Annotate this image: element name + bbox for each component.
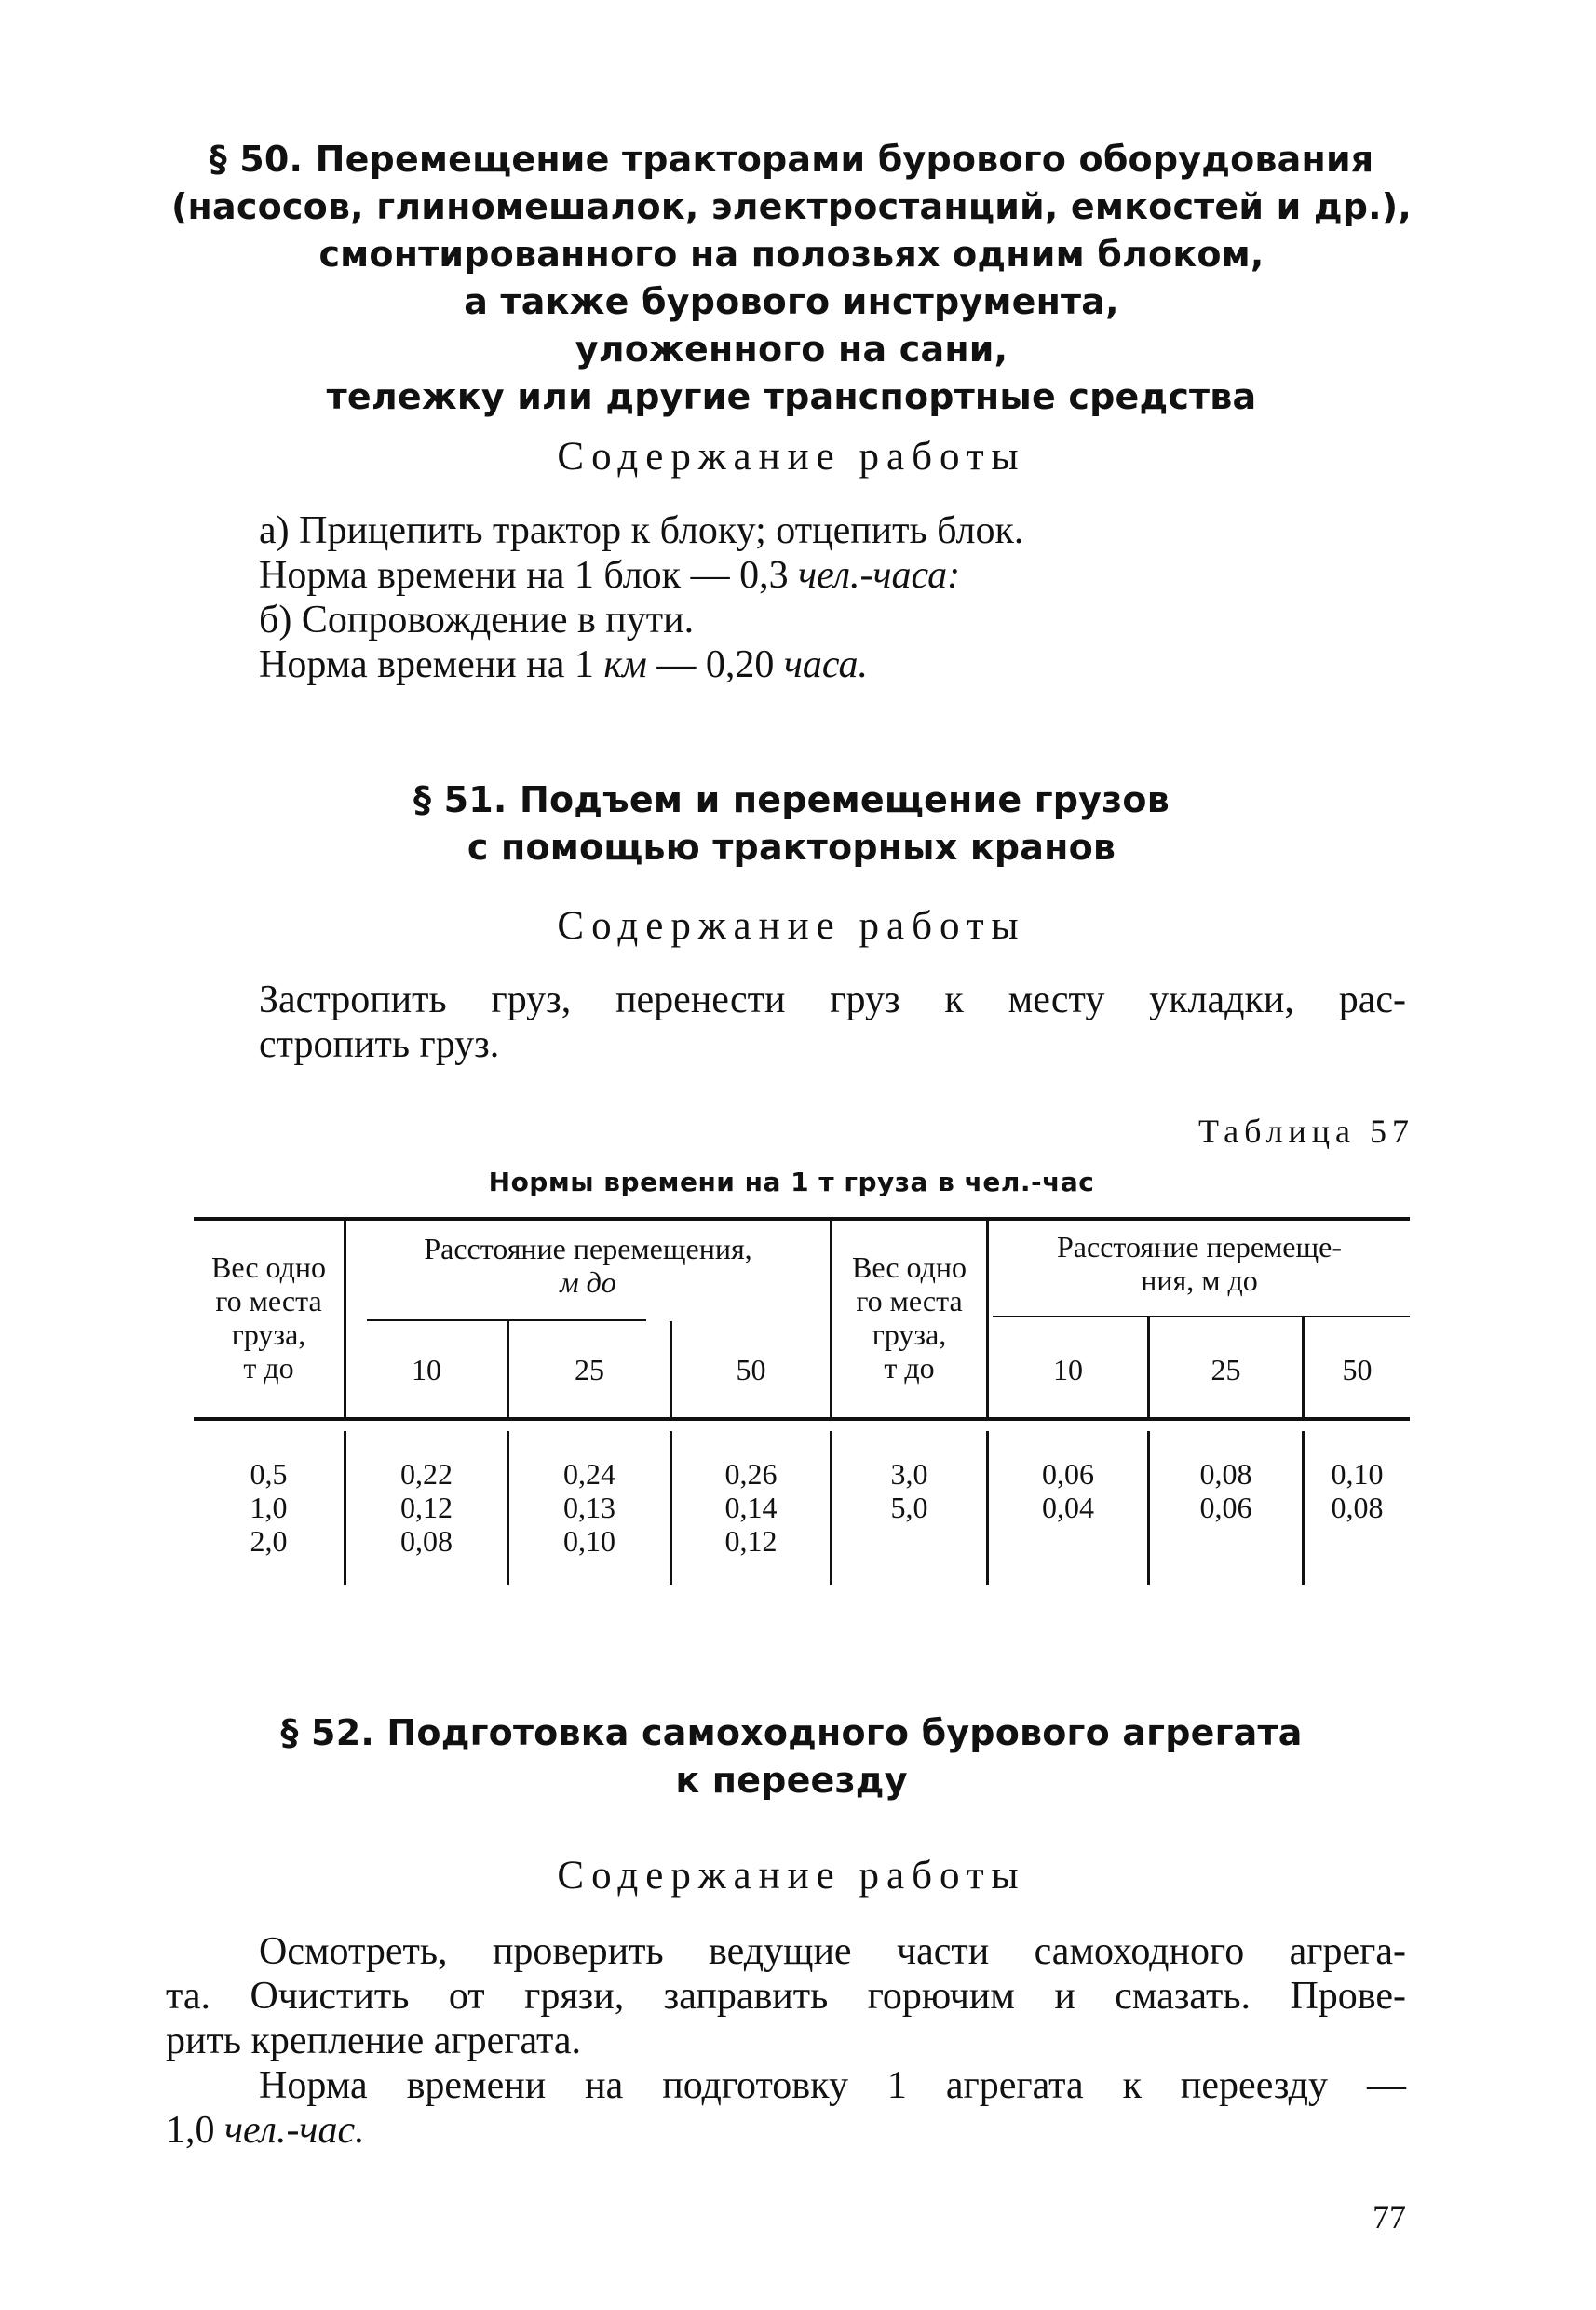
weight-header-right bbox=[832, 1250, 986, 1385]
weight-header-line: т до bbox=[884, 1351, 935, 1385]
table-cell: 0,08 bbox=[1331, 1491, 1384, 1524]
table-cell: 0,10 bbox=[563, 1524, 615, 1558]
norm-per-km bbox=[259, 642, 1406, 687]
norm-per-km-km: км bbox=[603, 643, 647, 686]
section-51-subheading: Содержание работы bbox=[557, 904, 1026, 948]
table-cell: 2,0 bbox=[250, 1524, 288, 1558]
table-cell: 0,10 bbox=[1331, 1457, 1384, 1491]
distance-header-line: Расстояние перемеще- bbox=[1056, 1230, 1342, 1263]
section-50-title-line: (насосов, глиномешалок, электростанций, емкостей и др.), bbox=[170, 186, 1412, 227]
distance-25-left: 25 bbox=[575, 1353, 604, 1386]
weight-header-line: Вес одно bbox=[851, 1250, 967, 1284]
table-cell: 0,22 bbox=[400, 1457, 453, 1491]
weight-header-line: груза, bbox=[872, 1317, 947, 1351]
header-sub-rule bbox=[993, 1316, 1410, 1317]
section-52-body bbox=[166, 1929, 1406, 2153]
table-cell: 0,13 bbox=[563, 1491, 615, 1524]
section-50-title bbox=[168, 136, 1415, 421]
distance-header-line: Расстояние перемещения, bbox=[424, 1232, 752, 1265]
table-cell: 5,0 bbox=[890, 1491, 928, 1524]
table-cell: 0,12 bbox=[724, 1524, 778, 1558]
table-top-rule bbox=[194, 1217, 1410, 1221]
section-51-text-line: Застропить груз, перенести груз к месту укладки, рас- bbox=[259, 979, 1406, 1021]
work-step-b: б) Сопровождение в пути. bbox=[259, 599, 695, 642]
d50-left-column bbox=[672, 1457, 830, 1558]
distance-header-left bbox=[346, 1232, 830, 1299]
table-cell: 0,5 bbox=[250, 1457, 288, 1491]
weight-header-line: Вес одно bbox=[210, 1250, 327, 1284]
table-cell: 0,06 bbox=[1199, 1491, 1252, 1524]
distance-header-line: м до bbox=[560, 1265, 616, 1299]
section-51-text-line: стропить груз. bbox=[259, 1023, 500, 1066]
norm-per-block-unit: чел.-часа: bbox=[798, 554, 961, 597]
d25-right-column bbox=[1150, 1457, 1302, 1524]
table-cell: 0,12 bbox=[400, 1491, 453, 1524]
table-cell: 0,06 bbox=[1042, 1457, 1094, 1491]
weight-header-left bbox=[194, 1250, 344, 1385]
norms-table bbox=[194, 1217, 1410, 1585]
section-51-body bbox=[259, 978, 1406, 1067]
norm-unit: чел.-час. bbox=[224, 2109, 365, 2152]
section-52-title-line: к переезду bbox=[675, 1760, 908, 1801]
norm-value: 1,0 bbox=[166, 2109, 224, 2152]
section-52-text-line: Осмотреть, проверить ведущие части самоходного агрега- bbox=[259, 1930, 1406, 1973]
section-50-title-line: а также бурового инструмента, bbox=[464, 281, 1119, 322]
section-50-title-line: тележку или другие транспортные средства bbox=[326, 376, 1257, 417]
work-step-a: а) Прицепить трактор к блоку; отцепить блок. bbox=[259, 509, 1024, 552]
distance-50-right: 50 bbox=[1342, 1353, 1373, 1386]
page-number: 77 bbox=[1373, 2198, 1406, 2236]
table-title: Нормы времени на 1 т груза в чел.-час bbox=[488, 1167, 1095, 1197]
table-cell: 0,24 bbox=[563, 1457, 615, 1491]
table-cell: 0,14 bbox=[724, 1491, 778, 1524]
norm-per-km-text: Норма времени на 1 bbox=[259, 643, 604, 686]
distance-header-right bbox=[989, 1230, 1410, 1297]
distance-25-right: 25 bbox=[1211, 1353, 1241, 1386]
norm-per-block bbox=[259, 553, 1406, 598]
section-50-title-line: § 50. Перемещение тракторами бурового оборудования bbox=[209, 139, 1374, 180]
d10-left-column bbox=[346, 1457, 507, 1558]
table-cell: 0,04 bbox=[1042, 1491, 1094, 1524]
section-52-text-line: рить крепление агрегата. bbox=[166, 2020, 582, 2062]
norm-per-km-value: — 0,20 bbox=[646, 643, 784, 686]
section-51-title-line: с помощью тракторных кранов bbox=[467, 827, 1116, 868]
section-52-norm-value bbox=[166, 2108, 1406, 2153]
d50-right-column bbox=[1305, 1457, 1410, 1524]
table-cell: 0,08 bbox=[1199, 1457, 1252, 1491]
header-bottom-rule bbox=[194, 1417, 1410, 1421]
distance-50-left: 50 bbox=[736, 1353, 766, 1386]
weight-header-line: груза, bbox=[231, 1317, 306, 1351]
table-cell: 1,0 bbox=[250, 1491, 288, 1524]
distance-10-right: 10 bbox=[1053, 1353, 1083, 1386]
weights-left-column bbox=[194, 1457, 344, 1558]
section-52-subheading: Содержание работы bbox=[557, 1854, 1026, 1898]
weights-right-column bbox=[832, 1457, 986, 1524]
distance-10-left: 10 bbox=[412, 1353, 441, 1386]
section-50-title-line: уложенного на сани, bbox=[575, 329, 1008, 370]
table-caption: Таблица 57 bbox=[1198, 1113, 1414, 1150]
norm-per-km-unit: часа. bbox=[783, 643, 868, 686]
section-52-text-line: та. Очистить от грязи, заправить горючим и смазать. Прове- bbox=[166, 1975, 1406, 2018]
distance-header-line: ния, м до bbox=[1141, 1263, 1258, 1297]
table-cell: 3,0 bbox=[890, 1457, 928, 1491]
section-52-title-line: § 52. Подготовка самоходного бурового агрегата bbox=[280, 1712, 1303, 1753]
table-cell: 0,26 bbox=[724, 1457, 778, 1491]
d25-left-column bbox=[509, 1457, 670, 1558]
norm-per-block-text: Норма времени на 1 блок — 0,3 bbox=[259, 554, 799, 597]
d10-right-column bbox=[989, 1457, 1147, 1524]
section-50-title-line: смонтированного на полозьях одним блоком, bbox=[318, 234, 1265, 275]
section-50-body bbox=[259, 508, 1406, 687]
section-51-title-line: § 51. Подъем и перемещение грузов bbox=[413, 779, 1170, 820]
section-52-norm-line: Норма времени на подготовку 1 агрегата к переезду — bbox=[259, 2064, 1406, 2107]
section-51-title bbox=[168, 777, 1415, 871]
weight-header-line: го места bbox=[215, 1284, 322, 1317]
section-50-subheading: Содержание работы bbox=[557, 435, 1026, 479]
section-52-title bbox=[168, 1709, 1415, 1804]
weight-header-line: го места bbox=[856, 1284, 963, 1317]
weight-header-line: т до bbox=[243, 1351, 294, 1385]
table-cell: 0,08 bbox=[400, 1524, 453, 1558]
